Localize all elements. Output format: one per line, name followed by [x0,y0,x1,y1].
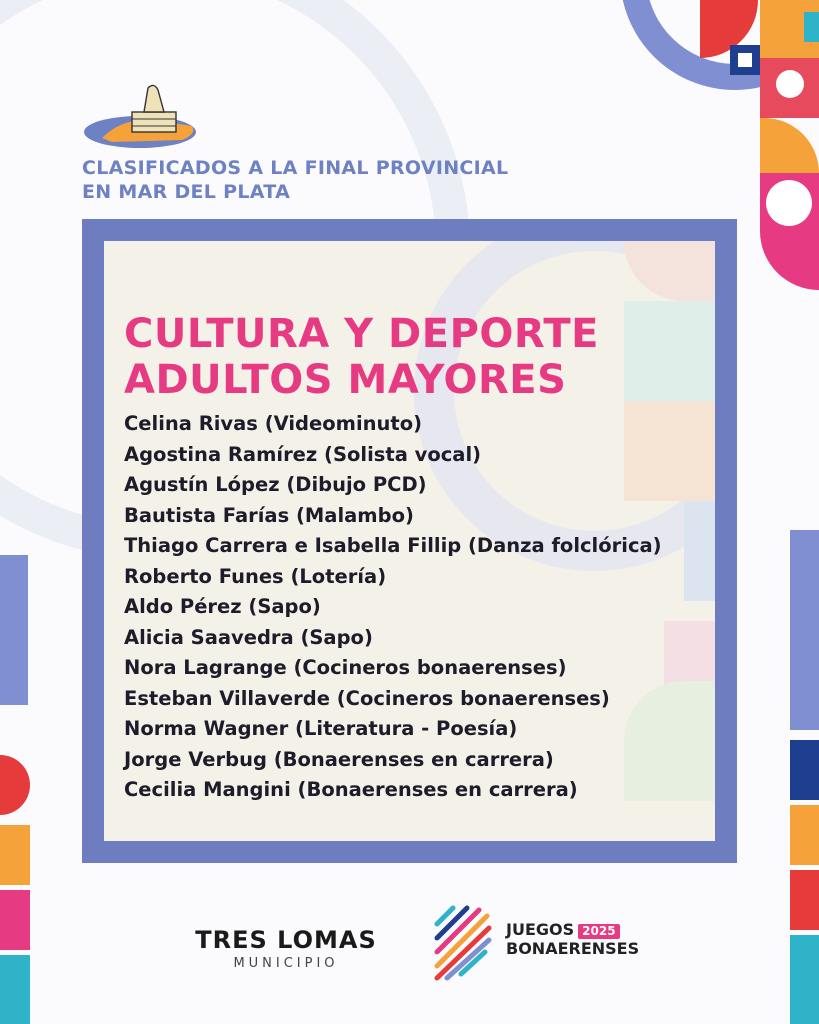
section-title [124,311,715,403]
landmark-monument-icon [82,82,202,150]
municipality-sub: MUNICIPIO [233,956,339,971]
participants-list [124,409,715,806]
list-item: Esteban Villaverde (Cocineros bonaerenses) [124,686,610,710]
page-header [82,156,602,204]
juegos-bonaerenses-text [506,920,639,958]
games-year-badge: 2025 [578,924,619,939]
list-item: Norma Wagner (Literatura - Poesía) [124,717,518,740]
list-item: Jorge Verbug (Bonaerenses en carrera) [124,747,554,771]
content-frame [82,219,737,863]
right-bottom-pattern [790,530,819,1024]
list-item: Alicia Saavedra (Sapo) [124,625,373,649]
list-item: Nora Lagrange (Cocineros bonaerenses) [124,656,567,679]
games-line-2: BONAERENSES [506,939,640,958]
municipality-logo [186,926,386,971]
title-line-2: ADULTOS MAYORES [124,357,567,403]
content-body [124,311,715,806]
list-item: Bautista Farías (Malambo) [124,503,414,527]
title-line-1: CULTURA Y DEPORTE [124,311,600,357]
juegos-bonaerenses-logo-icon [433,904,493,982]
list-item: Cecilia Mangini (Bonaerenses en carrera) [124,778,578,801]
header-line-1: CLASIFICADOS A LA FINAL PROVINCIAL [82,157,509,179]
list-item: Roberto Funes (Lotería) [124,564,387,588]
list-item: Agostina Ramírez (Solista vocal) [124,442,482,466]
left-bottom-pattern [0,555,30,1024]
list-item: Agustín López (Dibujo PCD) [124,473,427,496]
list-item: Thiago Carrera e Isabella Fillip (Danza folclórica) [124,534,662,557]
header-line-2: EN MAR DEL PLATA [82,181,291,203]
content-panel [104,241,715,841]
games-line-1: JUEGOS [506,920,575,939]
municipality-name: TRES LOMAS [195,926,377,954]
list-item: Celina Rivas (Videominuto) [124,412,423,435]
list-item: Aldo Pérez (Sapo) [124,595,321,618]
